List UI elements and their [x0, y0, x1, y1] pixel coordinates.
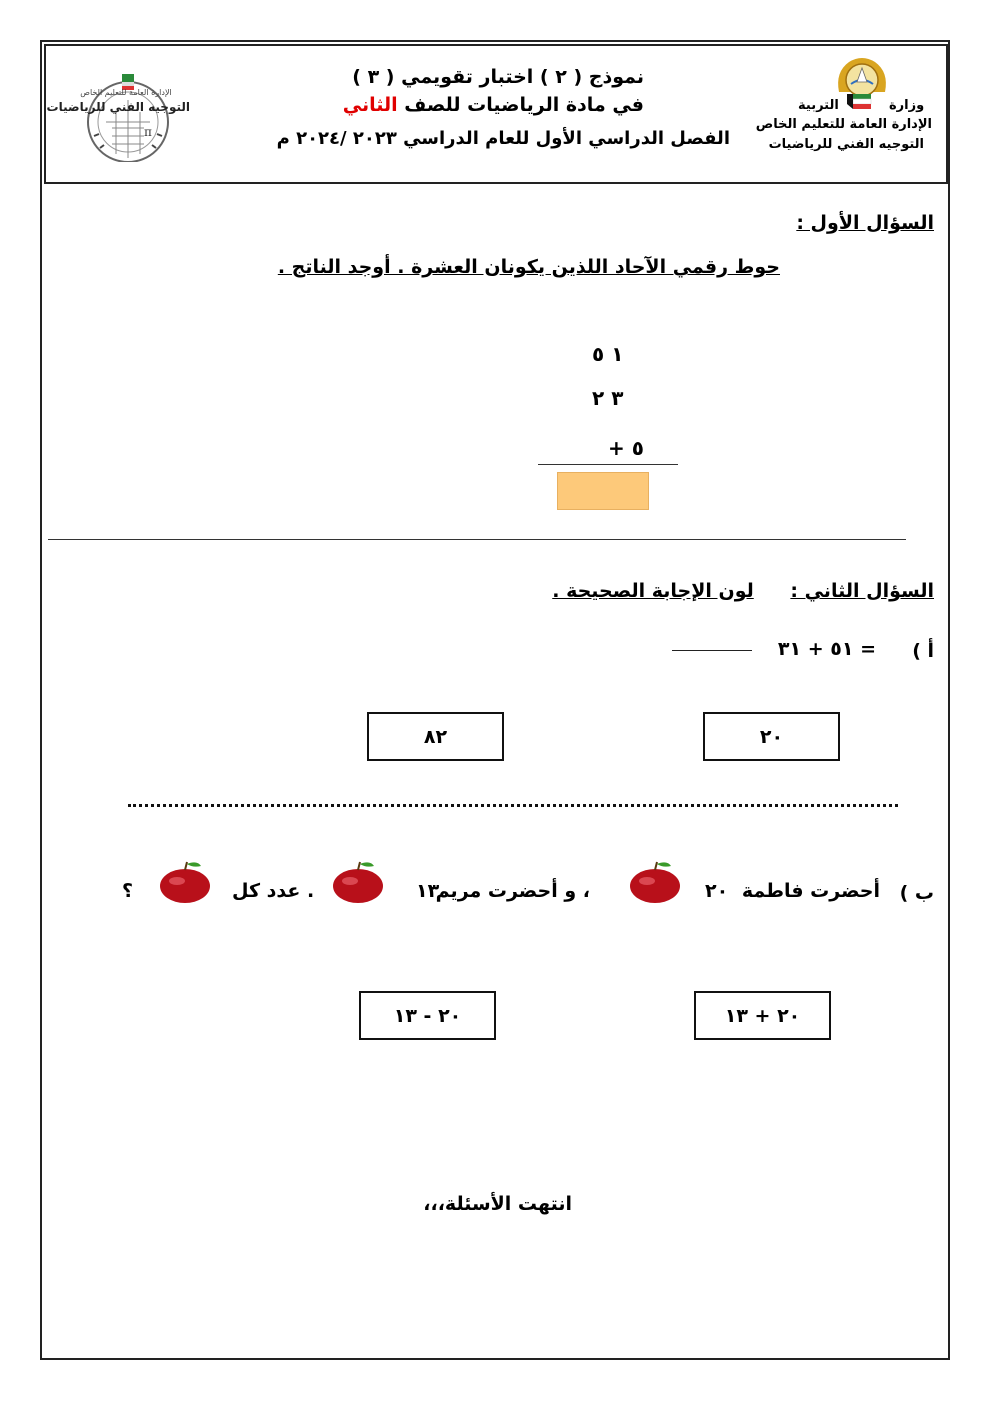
section-divider — [48, 539, 906, 540]
q1-instruction: حوط رقمي الآحاد اللذين يكونان العشرة . أوجد الناتج . — [277, 256, 780, 278]
q1-sum-line — [538, 464, 678, 465]
q1-number-row-3: + ٥ — [608, 436, 644, 460]
q2b-text-3: . عدد كل — [232, 880, 315, 902]
ministry-line-3: التوجيه الفني للرياضيات — [768, 137, 924, 152]
q2b-option-add[interactable]: ٢٠ + ١٣ — [694, 991, 831, 1040]
q2a-option-20[interactable]: ٢٠ — [703, 712, 840, 761]
ministry-line-1a: وزارة — [889, 98, 925, 113]
page-border — [40, 40, 950, 1360]
q2b-question-mark: ؟ — [122, 880, 134, 902]
apple-icon — [627, 858, 683, 904]
apple-icon — [330, 858, 386, 904]
q2a-equation: ٥١ + ٣١ = — [777, 638, 876, 660]
subject-line — [343, 94, 644, 116]
subject-line-prefix: في مادة الرياضيات للصف — [404, 94, 644, 116]
dotted-divider — [128, 804, 898, 807]
end-of-questions: انتهت الأسئلة،،، — [423, 1193, 572, 1215]
q2a-blank-line — [672, 650, 752, 651]
q2b-text-1: أحضرت فاطمة — [741, 880, 880, 902]
grade-highlight: الثاني — [342, 94, 398, 116]
left-logo-main-text: التوجيه الفني للرياضيات — [46, 100, 190, 114]
left-logo-top-text: الإدارة العامة للتعليم الخاص — [80, 88, 172, 97]
q2-heading: السؤال الثاني : — [790, 580, 934, 602]
q2b-option-subtract[interactable]: ٢٠ - ١٣ — [359, 991, 496, 1040]
q1-number-row-2: ٣ ٢ — [592, 386, 624, 410]
ministry-line-2: الإدارة العامة للتعليم الخاص — [755, 117, 932, 132]
q2-heading-row — [552, 580, 934, 602]
q2b-number-2: ١٣ — [416, 880, 440, 902]
protractor-logo-icon — [66, 66, 186, 162]
ministry-line-1b: التربية — [798, 98, 839, 113]
q2b-number-1: ٢٠ — [705, 880, 729, 902]
q2a-option-82[interactable]: ٨٢ — [367, 712, 504, 761]
q2a-label: أ ) — [912, 640, 934, 662]
q1-number-row-1: ١ ٥ — [592, 342, 624, 366]
q1-answer-box[interactable] — [557, 472, 649, 510]
apple-icon — [157, 858, 213, 904]
kuwait-emblem-icon — [831, 52, 893, 112]
test-title: نموذج ( ٢ ) اختبار تقويمي ( ٣ ) — [352, 66, 644, 88]
q2b-text-2: ، و أحضرت مريم — [435, 880, 590, 902]
semester-line: الفصل الدراسي الأول للعام الدراسي ٢٠٢٣ /٢٠٢٤ م — [276, 128, 730, 149]
q1-heading: السؤال الأول : — [796, 212, 934, 234]
svg-text:π: π — [144, 125, 152, 139]
q2-instruction: لون الإجابة الصحيحة . — [552, 580, 754, 602]
q2b-label: ب ) — [899, 882, 934, 904]
